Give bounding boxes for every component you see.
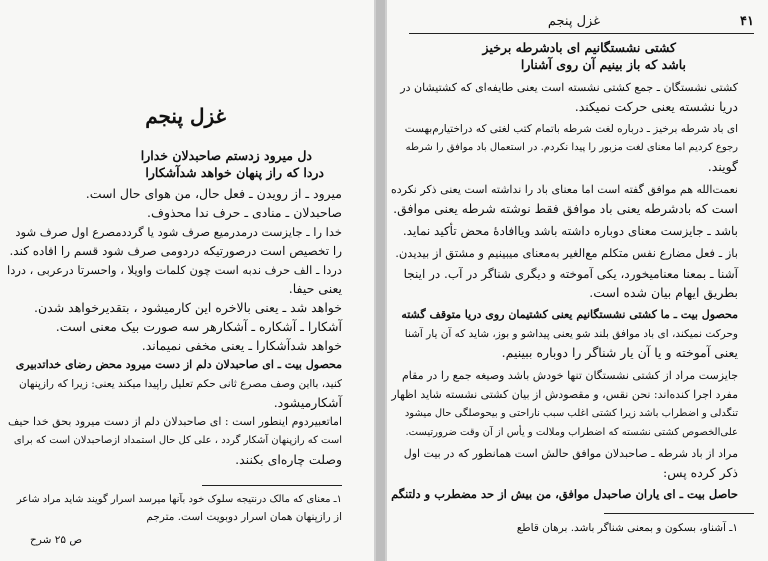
right-line-15: جایزست مراد از کشتی نشستگان تنها خودش باشد وصیغه جمع را در مقام [402,369,738,382]
left-line-8: آشکارا ـ آشکاره ـ آشکارهر سه صورت بیک معنی است. [55,319,342,334]
left-line-10: محصول بیت ـ ای صاحبدلان دلم از دست میرود محض رضای خداتدبیری [15,358,342,371]
left-line-6: یعنی حیفا. [288,281,342,296]
left-line-11: کنید، بااین وصف مصرع ثانی حکم تعلیل راپیدا میکند یعنی: زیرا که رازپنهان [19,378,342,390]
left-page-marker: ص ۲۵ شرح [30,534,83,546]
left-footnote-2: از رازپنهان همان اسرار دوبویت است. مترجم [146,511,342,523]
right-line-12: محصول بیت ـ ما کشتی نشستگانیم یعنی کشتیمان روی دریا متوقف گشته [401,308,738,321]
left-line-13: اماتعبیردوم اینطور است : ای صاحبدلان دلم از دست میرود بحق خدا حیف [7,415,342,428]
right-page [385,0,768,561]
left-footnote-1: ۱ـ معنای که مالک درنتیجه سلوک خود بآنها میرسد اسرار گویند شاید مراد شاعر [16,494,342,505]
book-gutter [376,0,385,561]
right-line-2: دریا نشسته یعنی حرکت نمیکند. [574,99,738,114]
left-verse-line-2: دردا که راز پنهان خواهد شدآشکارا [145,165,324,180]
left-line-3: خدا را ـ جایزست درمدرمیع صرف شود یا گرددمصرع اول صرف شود [15,225,342,239]
right-line-3: ای باد شرطه برخیز ـ درباره لغت شرطه باتمام کتب لغتی که دراختیارم‌بهست [404,123,738,135]
right-verse-line-1: کشتی نشستگانیم ای بادشرطه برخیز [482,40,676,55]
left-page [0,0,376,561]
right-line-9: باز ـ فعل مضارع نفس متکلم مع‌الغیر به‌معنای میبینیم و مشتق از بیدیدن. [395,246,738,260]
right-line-17: تنگدلی و اضطراب باشد زیرا کشتی اغلب سبب ناراحتی و بیحوصلگی حال میشود [404,408,738,419]
right-line-8: باشد ـ جایزست معنای دوباره داشته باشد ویاافادۀ محض تأکید نماید. [402,224,738,238]
left-line-5: دردا ـ الف حرف ندبه است چون کلمات واویلا ، واحسرتا درعربی ، دردا [7,263,342,277]
right-line-5: گویند. [707,159,738,174]
right-page-number: ۴۱ [740,14,754,29]
left-line-14: است که رازپنهان آشکار گردد ، علی کل حال استمداد ازصاحبدلان است که برای [13,435,342,446]
right-line-19: مراد از باد شرطه ـ صاحبدلان موافق حالش است همانطور که در بیت اول [403,447,738,460]
left-line-1: میرود ـ از رویدن ـ فعل حال، من هوای حال است. [85,186,342,201]
left-line-9: خواهد شدآشکارا ـ یعنی مخفی نمیماند. [141,338,342,353]
right-running-header: غزل پنجم [547,14,600,29]
right-footnote-rule [604,513,754,514]
right-line-16: مفرد اجرا کنده‌اند: نحن نقس، و مقصودش از بیان کشتی نشسته شاید اظهار [391,388,738,401]
right-footnote: ۱ـ آشناو، بسکون و بمعنی شناگر باشد. برهان قاطع [516,522,738,534]
right-line-18: علی‌الخصوص کشتی نشسته که اضطراب وملالت و یأس از آن وقت ضرورتیست. [405,427,738,438]
left-line-2: صاحبدلان ـ منادی ـ حرف ندا محذوف. [147,205,342,220]
right-line-13: وحرکت نمیکند، ای باد موافق بلند شو یعنی پیداشو و بوز، شاید که آن یار آشنا [404,328,738,340]
left-page-title: غزل پنجم [145,104,226,128]
right-header-rule [409,33,754,34]
left-line-12: آشکارمیشود. [273,395,342,410]
right-line-14: یعنی آموخته و یا آن یار شناگر را دوباره ببینیم. [501,345,738,360]
left-line-4: را تخصیص است درصورتیکه دردومی صرف شود قسم را افاده کند. [9,244,342,258]
right-line-6: نعمت‌الله هم موافق گفته است اما معنای باد را نداشته است یعنی ذکر نکرده [391,183,738,196]
left-line-15: وصلت چاره‌ای بکنند. [235,452,342,467]
right-line-10: آشنا ـ بمعنا معنامیخورد، یکی آموخته و دیگری شناگر در آب. در اینجا [403,267,738,281]
left-line-7: خواهد شد ـ یعنی بالاخره این کارمیشود ، بتقدیرخواهد شدن. [33,300,342,315]
right-line-11: بطریق ایهام بیان شده است. [589,285,738,300]
right-line-7: است که بادشرطه یعنی باد موافق فقط نوشته شرطه یعنی موافق. [393,201,738,216]
right-line-21: حاصل بیت ـ ای یاران صاحبدل موافق، من بیش از حد مضطرب و دلتنگم [391,487,738,501]
right-line-1: کشتی نشستگان ـ جمع کشتی نشسته است یعنی طایفه‌ای که کشتیشان در [400,81,738,94]
right-line-20: ذکر کرده پس: [663,465,738,480]
right-verse-line-2: باشد که باز بینیم آن روی آشنارا [520,57,686,72]
left-verse-line-1: دل میرود زدستم صاحبدلان خدارا [140,148,312,163]
left-footnote-rule [202,485,342,486]
right-line-4: رجوع کردیم اما معنای لغت مزبور را پیدا نکردم. در استعمال باد موافق را شرطه [405,142,738,153]
